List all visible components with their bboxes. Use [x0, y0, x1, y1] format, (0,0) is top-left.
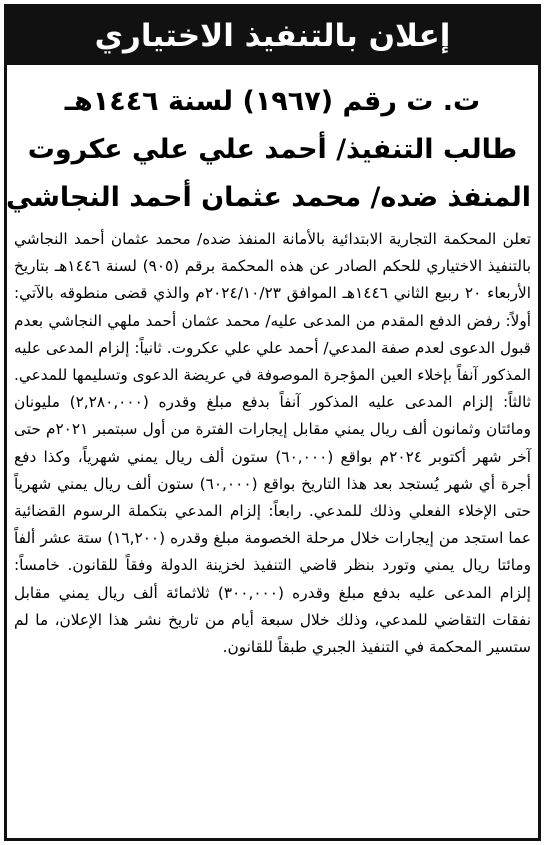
notice-paragraph: تعلن المحكمة التجارية الابتدائية بالأمانة المنفذ ضده/ محمد عثمان أحمد النجاشي بالتنفيذ الاختياري للحكم الصادر عن هذه المحكمة برقم (٩٠٥) لسنة ١٤٤٦هـ بتاريخ الأربعاء ٢٠ ربيع الثاني ١٤٤٦هـ الموافق ٢٠٢٤/١٠/٢٣م والذي قضى منطوقه بالآتي: أولاً: رفض الدفع المقدم من المدعى عليه/ محمد عثمان أحمد ملهي النجاشي بعدم قبول الدعوى لعدم صفة المدعي/ أحمد علي علي عكروت. ثانياً: إلزام المدعى عليه المذكور آنفاً بإخلاء العين المؤجرة الموصوفة في عريضة الدعوى وتسليمها للمدعي. ثالثاً: إلزام المدعى عليه المذكور آنفاً بدفع مبلغ وقدره (٢,٢٨٠,٠٠٠) مليونان ومائتان وثمانون ألف ريال يمني مقابل إيجارات الفترة من أول سبتمبر ٢٠٢١م حتى آخر شهر أكتوبر ٢٠٢٤م بواقع (٦٠,٠٠٠) ستون ألف ريال يمني شهرياً، وكذا دفع أجرة أي شهر يُستجد بعد هذا التاريخ بواقع (٦٠,٠٠٠) ستون ألف ريال يمني شهرياً حتى الإخلاء الفعلي وذلك للمدعي. رابعاً: إلزام المدعي بتكملة الرسوم القضائية عما استجد من إيجارات خلال مرحلة الخصومة مبلغ وقدره (١٦,٢٠٠) ستة عشر ألفاً ومائتا ريال يمني وتورد بنظر قاضي التنفيذ لخزينة الدولة وفقاً للقانون. خامساً: إلزام المدعى عليه بدفع مبلغ وقدره (٣٠٠,٠٠٠) ثلاثمائة ألف ريال يمني مقابل نفقات التقاضي للمدعي، وذلك خلال سبعة أيام من تاريخ نشر هذا الإعلان، ما لم ستسير المحكمة في التنفيذ الجبري طبقاً للقانون. [14, 230, 532, 657]
respondent-line: المنفذ ضده/ محمد عثمان أحمد النجاشي [6, 182, 531, 213]
notice-title: إعلان بالتنفيذ الاختياري [94, 18, 451, 54]
notice-body [6, 78, 532, 661]
applicant-line: طالب التنفيذ/ أحمد علي علي عكروت [27, 134, 518, 165]
notice-text [14, 226, 531, 661]
notice-header [7, 7, 538, 65]
case-number-line: ت. ت رقم (١٩٦٧) لسنة ١٤٤٦هـ [64, 86, 481, 117]
